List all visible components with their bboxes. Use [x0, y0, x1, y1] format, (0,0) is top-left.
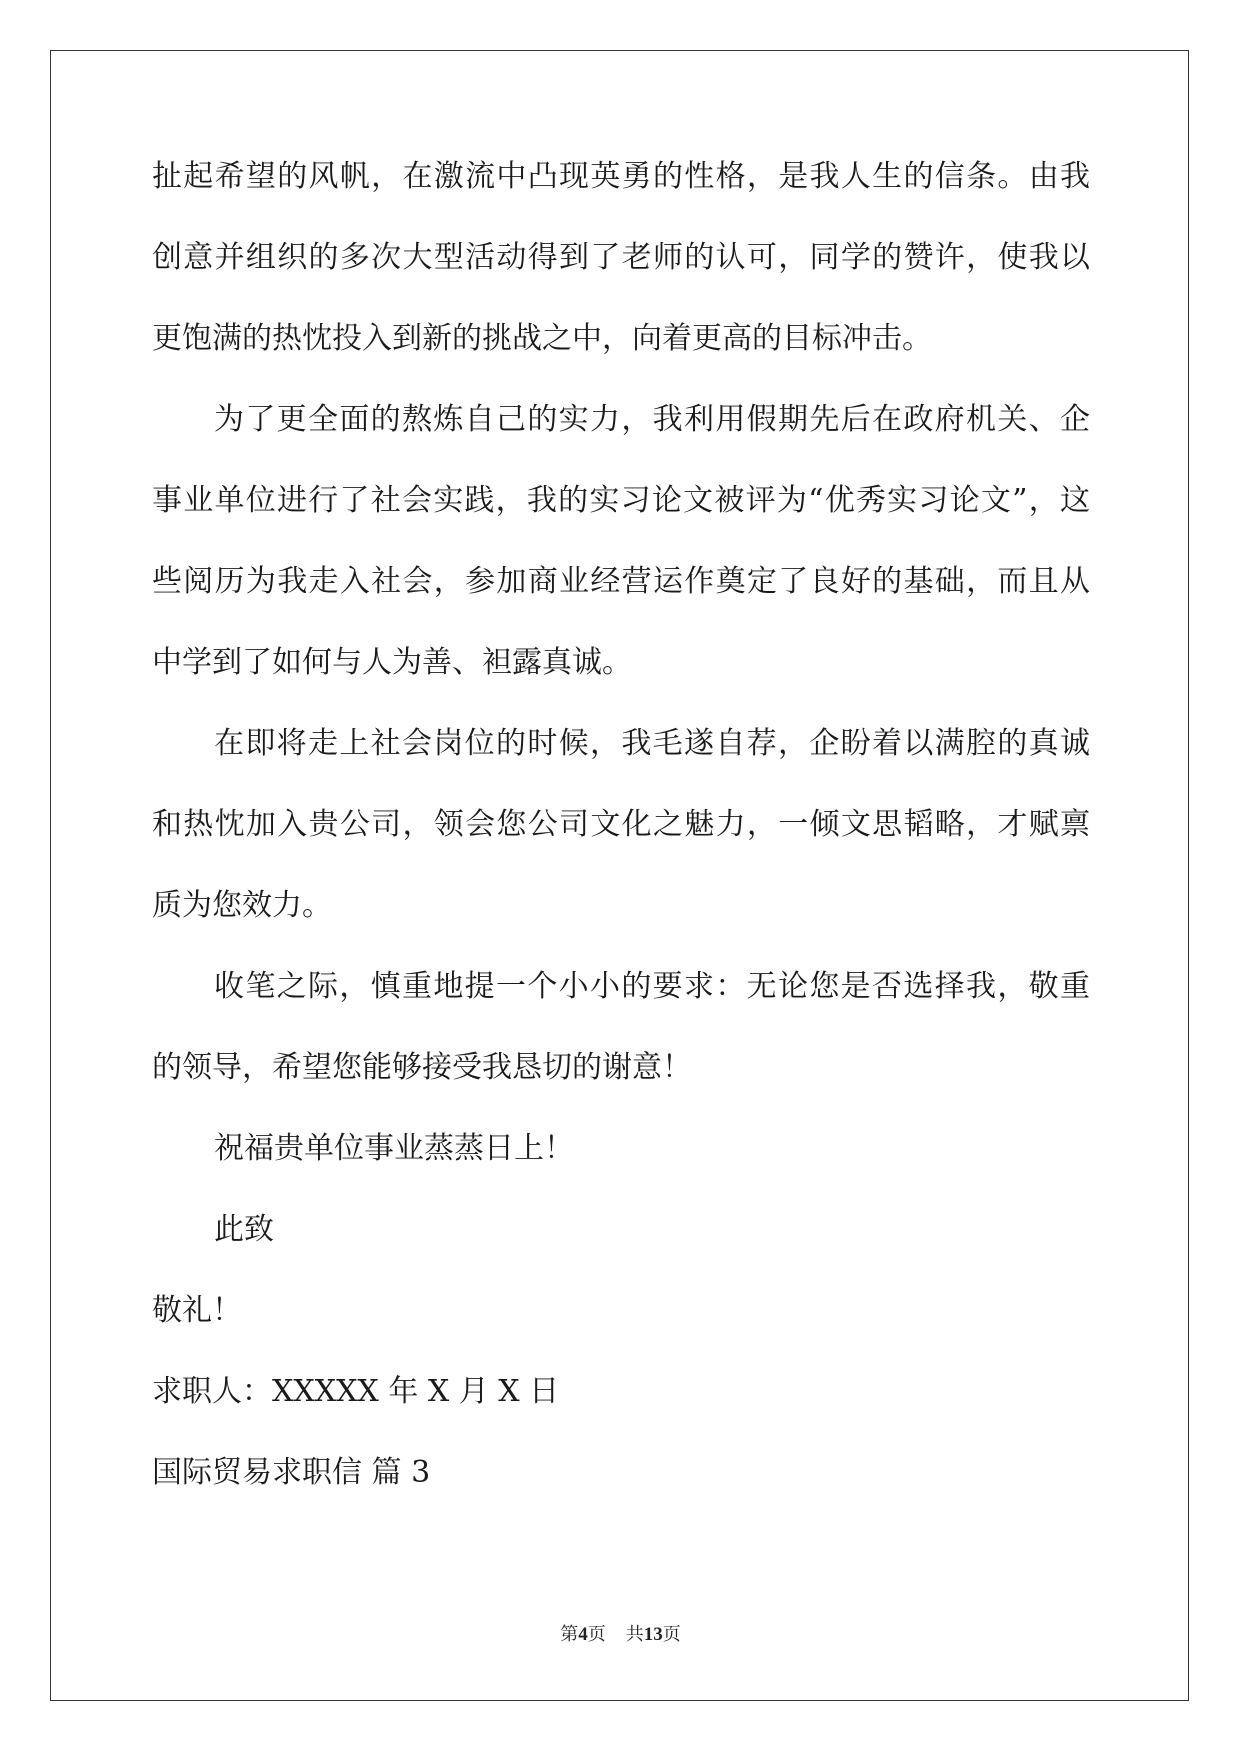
page-footer [0, 1625, 1241, 1645]
closing-line: 此致 [214, 1212, 274, 1247]
page-number: 4 [578, 1624, 588, 1645]
text-line: 事业单位进行了社会实践，我的实习论文被评为“优秀实习论文”，这 [152, 483, 1090, 518]
paragraph [152, 726, 1090, 972]
text-line: 中学到了如何与人为善、袒露真诚。 [152, 645, 632, 680]
text-line: 和热忱加入贵公司，领会您公司文化之魅力，一倾文思韬略，才赋禀 [152, 807, 1090, 842]
document-body [152, 159, 1090, 1539]
footer-page-suffix: 页 [587, 1624, 606, 1645]
paragraph [152, 402, 1090, 729]
footer-total-suffix: 页 [662, 1624, 681, 1645]
text-line: 为了更全面的熬炼自己的实力，我利用假期先后在政府机关、企 [214, 402, 1090, 437]
text-line: 些阅历为我走入社会，参加商业经营运作奠定了良好的基础，而且从 [152, 564, 1090, 599]
text-line: 更饱满的热忱投入到新的挑战之中，向着更高的目标冲击。 [152, 321, 932, 356]
text-line: 创意并组织的多次大型活动得到了老师的认可，同学的赞许，使我以 [152, 240, 1090, 275]
text-line: 收笔之际，慎重地提一个小小的要求：无论您是否选择我，敬重 [214, 969, 1090, 1004]
text-line: 的领导，希望您能够接受我恳切的谢意！ [152, 1050, 692, 1085]
signature-line: 求职人：XXXXX 年 X 月 X 日 [152, 1374, 560, 1409]
footer-prefix: 第 [560, 1624, 579, 1645]
footer-total-prefix: 共 [625, 1624, 644, 1645]
blessing-line: 祝福贵单位事业蒸蒸日上！ [214, 1131, 574, 1166]
next-section-title: 国际贸易求职信 篇 3 [152, 1455, 431, 1490]
text-line: 在即将走上社会岗位的时候，我毛遂自荐，企盼着以满腔的真诚 [214, 726, 1090, 761]
salute-line: 敬礼！ [152, 1293, 242, 1328]
paragraph [152, 159, 1090, 405]
text-line: 扯起希望的风帆，在激流中凸现英勇的性格，是我人生的信条。由我 [152, 159, 1090, 194]
paragraph [152, 969, 1090, 1134]
text-line: 质为您效力。 [152, 888, 332, 923]
total-pages: 13 [643, 1624, 663, 1645]
